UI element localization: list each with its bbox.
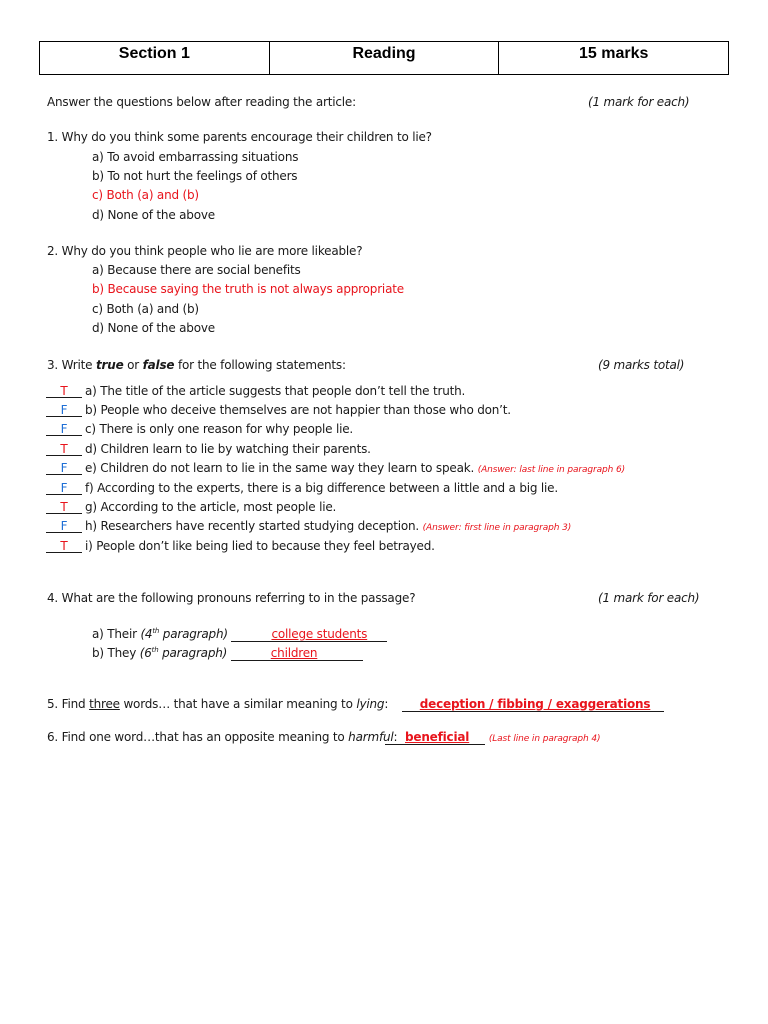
q3-false-word: false bbox=[142, 358, 175, 372]
tf-answer: F bbox=[46, 461, 82, 475]
q5-answer-blank bbox=[402, 697, 665, 712]
tf-statement: e) Children do not learn to lie in the same way they learn to speak. bbox=[85, 461, 475, 475]
header-table bbox=[39, 41, 729, 75]
q4-b-ref: (6th paragraph) bbox=[139, 646, 228, 660]
q3-or-word: or bbox=[123, 358, 143, 372]
tf-statement: b) People who deceive themselves are not happier than those who don’t. bbox=[85, 403, 511, 417]
tf-statement: c) There is only one reason for why people lie. bbox=[85, 422, 354, 436]
q2-option-c: c) Both (a) and (b) bbox=[92, 302, 199, 316]
tf-statement: h) Researchers have recently started studying deception. bbox=[85, 519, 419, 533]
header-marks: 15 marks bbox=[498, 42, 728, 74]
q3-item-g bbox=[46, 499, 336, 515]
tf-statement: a) The title of the article suggests that people don’t tell the truth. bbox=[85, 384, 466, 398]
tf-answer: T bbox=[46, 539, 82, 553]
q4-a-answer-blank bbox=[231, 627, 387, 642]
q2-question: 2. Why do you think people who lie are more likeable? bbox=[47, 244, 363, 258]
q3-item-c bbox=[46, 421, 353, 437]
q6-colon: : bbox=[393, 730, 398, 744]
tf-note: (Answer: first line in paragraph 3) bbox=[422, 523, 572, 533]
q3-item-d bbox=[46, 441, 371, 457]
q6-prefix: 6. Find one word…that has an opposite meaning to bbox=[47, 730, 349, 744]
q3-item-f bbox=[46, 480, 558, 496]
q6-answer-blank bbox=[385, 730, 485, 745]
q5-answer: deception / fibbing / exaggerations bbox=[419, 697, 651, 711]
q6-question bbox=[47, 729, 397, 745]
tf-note: (Answer: last line in paragraph 6) bbox=[477, 465, 626, 475]
tf-answer: F bbox=[46, 519, 82, 533]
q2-option-a: a) Because there are social benefits bbox=[92, 263, 301, 277]
q4-item-b bbox=[92, 645, 363, 661]
q5-middle: words… that have a similar meaning to bbox=[119, 697, 357, 711]
q4-b-label: b) They bbox=[92, 646, 140, 660]
tf-statement: g) According to the article, most people lie. bbox=[85, 500, 337, 514]
q4-b-answer-blank bbox=[231, 646, 364, 661]
q3-item-i bbox=[46, 538, 435, 554]
tf-answer: T bbox=[46, 442, 82, 456]
q2-option-b-answer: b) Because saying the truth is not always appropriate bbox=[92, 282, 404, 296]
q4-a-answer: college students bbox=[271, 627, 368, 641]
header-section: Section 1 bbox=[118, 45, 190, 62]
intro-text: Answer the questions below after reading the article: bbox=[47, 95, 356, 109]
q6-target: harmful bbox=[348, 730, 394, 744]
q3-item-h bbox=[46, 518, 571, 536]
q6-note: (Last line in paragraph 4) bbox=[488, 734, 601, 744]
q1-option-b: b) To not hurt the feelings of others bbox=[92, 169, 298, 183]
q3-question bbox=[47, 357, 346, 373]
q1-option-a: a) To avoid embarrassing situations bbox=[92, 150, 299, 164]
q1-question: 1. Why do you think some parents encourage their children to lie? bbox=[47, 130, 432, 144]
q4-question: 4. What are the following pronouns referring to in the passage? bbox=[47, 591, 416, 605]
q5-target: lying bbox=[356, 697, 385, 711]
q4-a-label: a) Their bbox=[92, 627, 141, 641]
q6-answer-line bbox=[385, 729, 600, 747]
q3-item-b bbox=[46, 402, 511, 418]
q5-three: three bbox=[89, 697, 120, 711]
q3-note: (9 marks total) bbox=[598, 358, 685, 372]
q1-option-c-answer: c) Both (a) and (b) bbox=[92, 188, 199, 202]
q4-b-answer: children bbox=[270, 646, 318, 660]
q3-suffix: for the following statements: bbox=[174, 358, 346, 372]
q2-option-d: d) None of the above bbox=[92, 321, 215, 335]
tf-answer: F bbox=[46, 481, 82, 495]
header-subject: Reading bbox=[269, 42, 499, 74]
tf-answer: T bbox=[46, 384, 82, 398]
q5-question bbox=[47, 696, 664, 712]
q4-note: (1 mark for each) bbox=[598, 591, 700, 605]
q3-item-a bbox=[46, 383, 465, 399]
q3-true-word: true bbox=[95, 358, 124, 372]
tf-answer: T bbox=[46, 500, 82, 514]
tf-answer: F bbox=[46, 403, 82, 417]
q1-option-d: d) None of the above bbox=[92, 208, 215, 222]
intro-note: (1 mark for each) bbox=[588, 95, 690, 109]
q4-item-a bbox=[92, 626, 387, 642]
q3-prefix: 3. Write bbox=[47, 358, 96, 372]
tf-statement: i) People don’t like being lied to because they feel betrayed. bbox=[85, 539, 435, 553]
tf-statement: f) According to the experts, there is a big difference between a little and a big lie. bbox=[85, 481, 558, 495]
q5-prefix: 5. Find bbox=[47, 697, 90, 711]
q6-answer: beneficial bbox=[405, 730, 470, 744]
tf-answer: F bbox=[46, 422, 82, 436]
q4-a-ref: (4th paragraph) bbox=[140, 627, 228, 641]
q3-item-e bbox=[46, 460, 625, 478]
q5-colon: : bbox=[384, 697, 389, 711]
tf-statement: d) Children learn to lie by watching their parents. bbox=[85, 442, 371, 456]
